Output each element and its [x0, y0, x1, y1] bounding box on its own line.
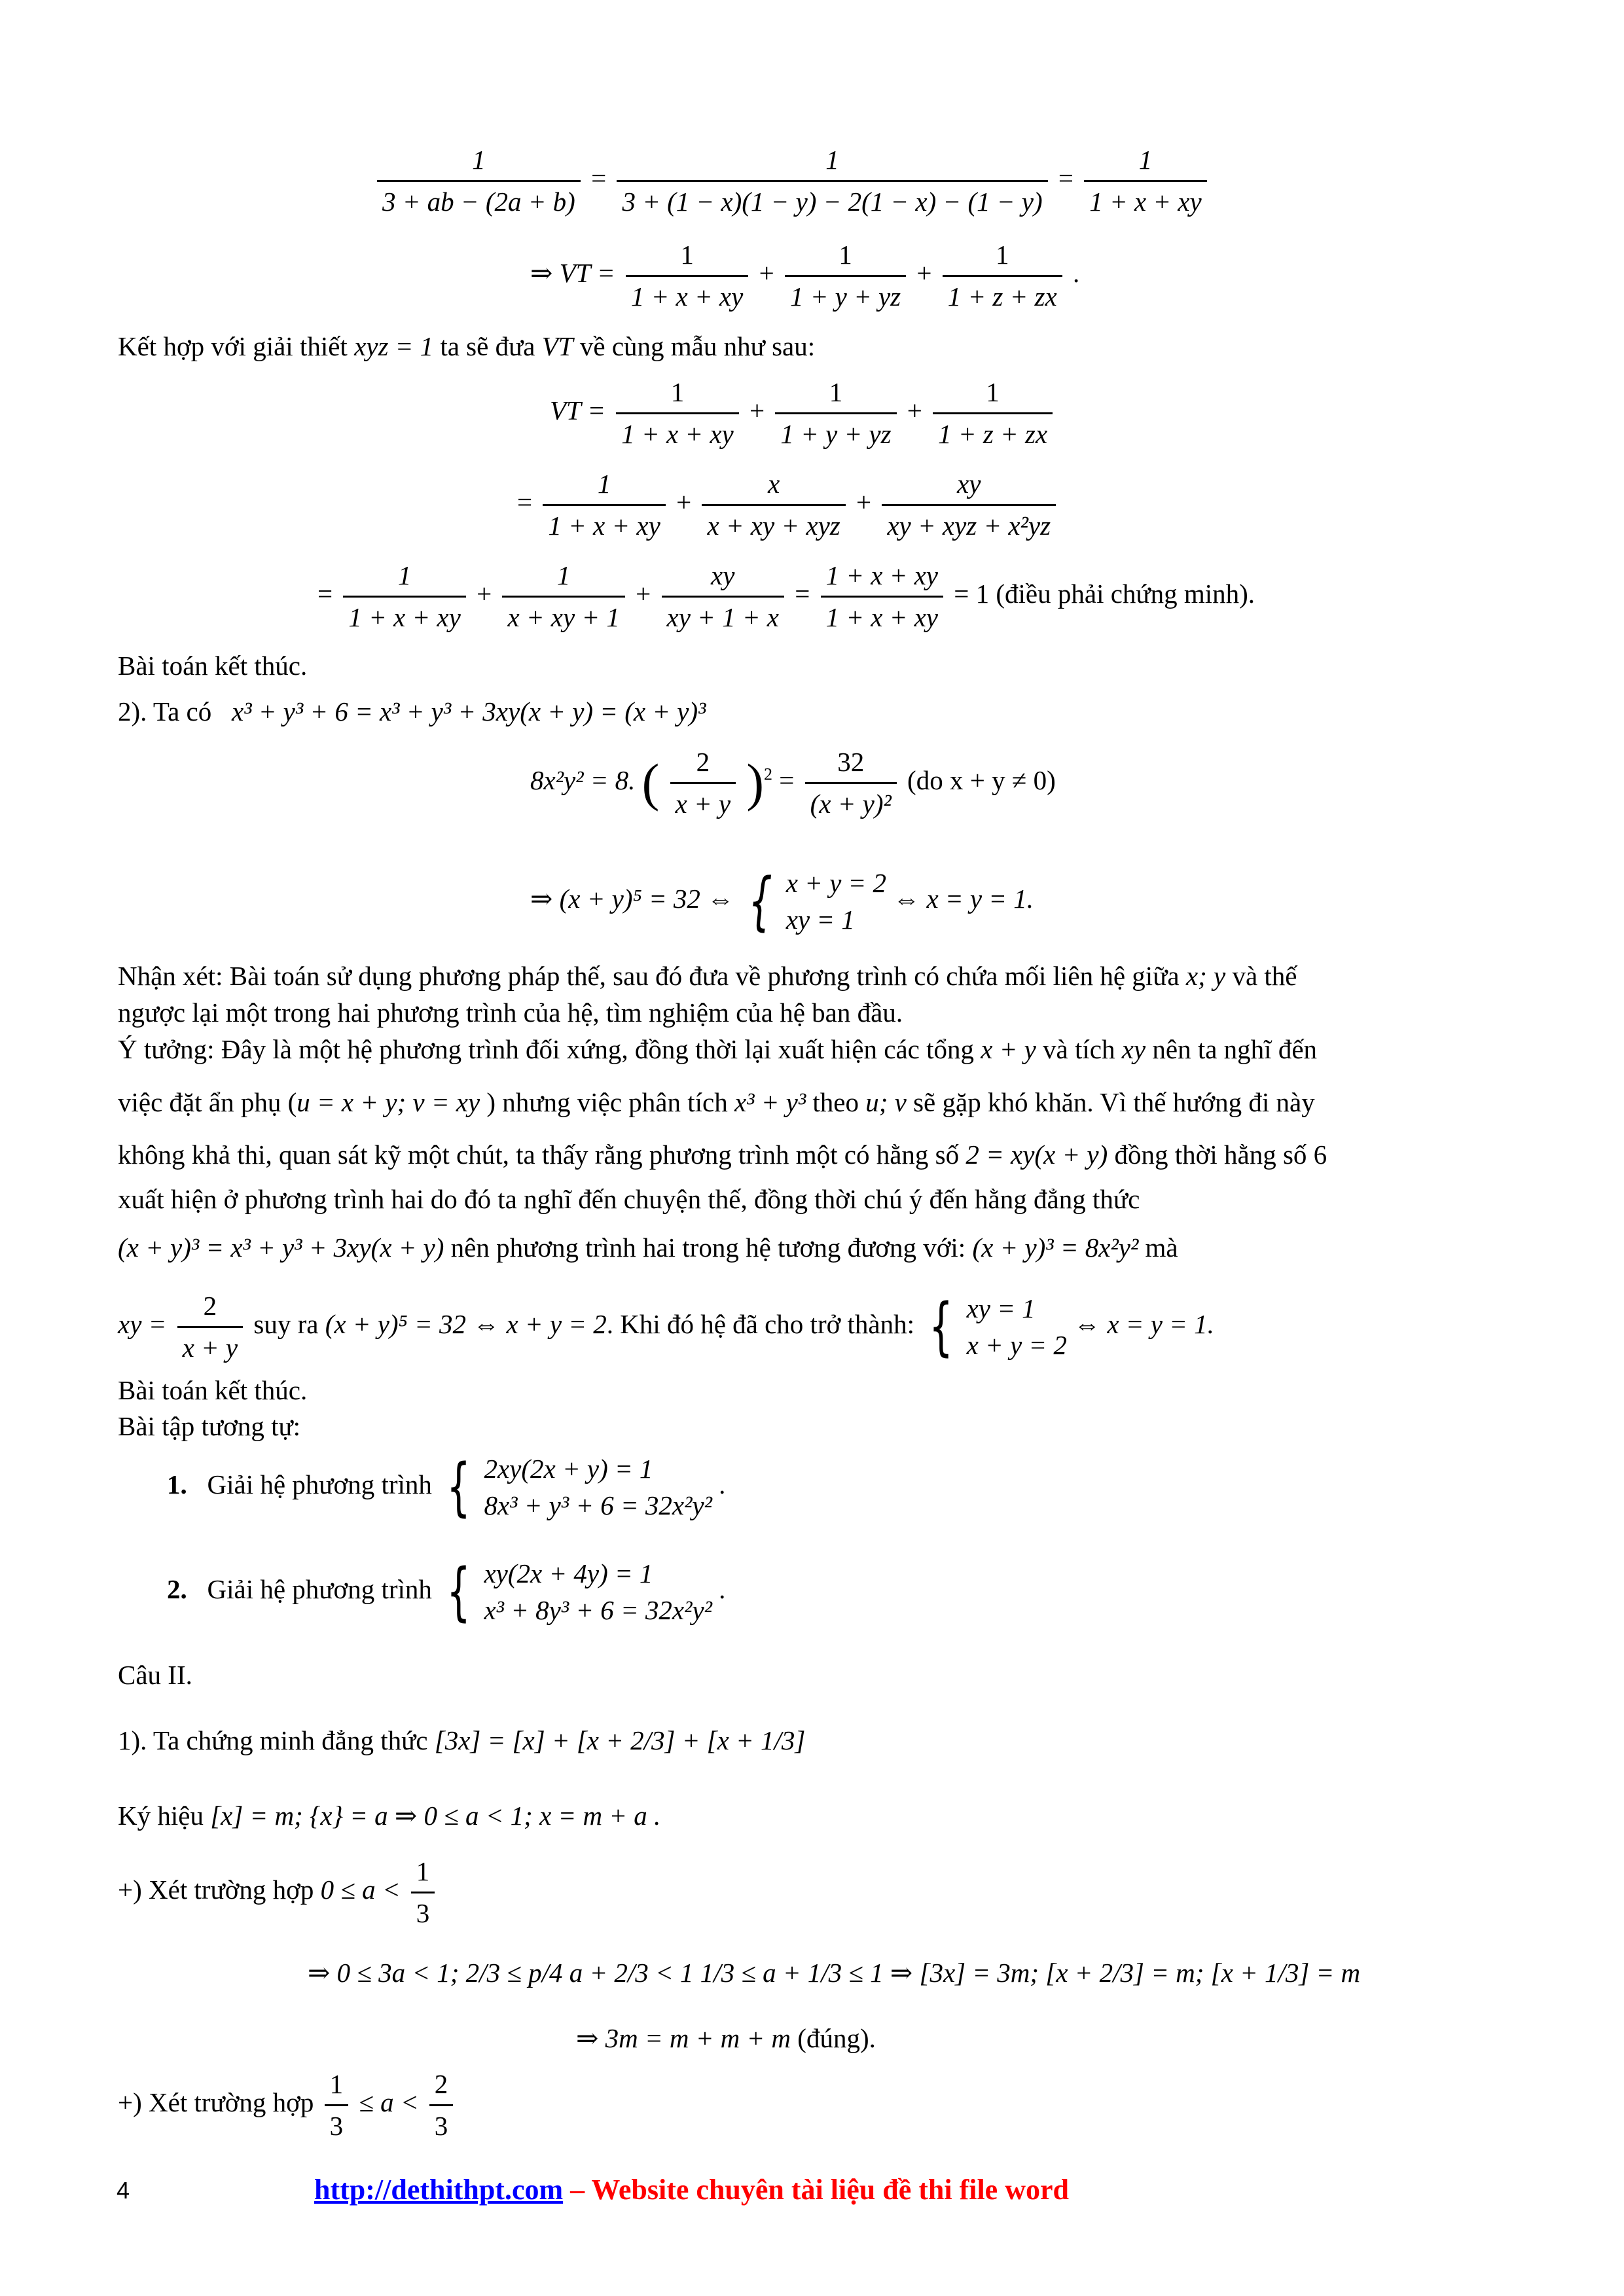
fraction: $\frac{1}{1 + x + xy}$ — [1084, 144, 1206, 218]
case-1-equation: ⇒ 0 ≤ 3a < 1; 2/3 ≤ p/4 a + 2/3 < 1 1/3 ≤ a + 1/3 ≤ 1 ⇒ [3x] = 3m; [x + 2/3] = m; [x + 1/3] = m — [308, 1958, 1361, 1988]
paragraph-chung-minh: 1). Ta chứng minh đẳng thức [3x] = [x] + [x + 2/3] + [x + 1/3] — [118, 1725, 806, 1755]
paragraph-ket-hop: Kết hợp với giải thiết xyz = 1 ta sẽ đưa VT về cùng mẫu như sau: — [118, 331, 816, 361]
paragraph-y-tuong-5: (x + y)³ = x³ + y³ + 3xy(x + y) nên phương trình hai trong hệ tương đương với: (x + y)³ = 8x²y² mà — [118, 1232, 1178, 1263]
paragraph-y-tuong-6: xy = $\frac{2}{x + y}$ suy ra (x + y)⁵ = 32 ⇔ x + y = 2. Khi đó hệ đã cho trở thành: { xy = 1 x + y = 2 ⇔ x = y = 1. — [118, 1290, 1214, 1363]
footer-link[interactable]: http://dethithpt.com — [314, 2174, 564, 2206]
footer — [314, 2173, 1069, 2208]
fraction: $\frac{1}{3 + (1 - x)(1 - y) - 2(1 - x) - (1 - y)}$ — [617, 144, 1047, 218]
page-number: 4 — [117, 2177, 130, 2204]
exercise-1: 1. Giải hệ phương trình { 2xy(2x + y) = 1 8x³ + y³ + 6 = 32x²y² . — [167, 1450, 726, 1524]
paragraph-y-tuong-4: xuất hiện ở phương trình hai do đó ta nghĩ đến chuyện thế, đồng thời chú ý đến hằng đẳng thức — [118, 1184, 1140, 1214]
footer-text: – Website chuyên tài liệu đề thi file word — [563, 2174, 1069, 2206]
paragraph-y-tuong-1: Ý tưởng: Đây là một hệ phương trình đối xứng, đồng thời lại xuất hiện các tổng x + y và tích xy nên ta nghĩ đến — [118, 1034, 1318, 1064]
paragraph-ky-hieu: Ký hiệu [x] = m; {x} = a ⇒ 0 ≤ a < 1; x = m + a . — [118, 1801, 661, 1831]
text-end-1: Bài toán kết thúc. — [118, 651, 308, 681]
equation-vt-4: = $\frac{1}{1 + x + xy}$ + $\frac{1}{x + xy + 1}$ + $\frac{xy}{xy + 1 + x}$ = $\frac{1 + x + xy}{1 + x + xy}$ = 1 (điều phải chứng minh). — [317, 560, 1255, 634]
case-1-header: +) Xét trường hợp 0 ≤ a < $\frac{1}{3}$ — [118, 1856, 439, 1929]
exercise-2: 2. Giải hệ phương trình { xy(2x + 4y) = 1 x³ + 8y³ + 6 = 32x²y² . — [167, 1555, 726, 1628]
case-1-result: ⇒ 3m = m + m + m (đúng). — [576, 2023, 876, 2053]
paragraph-y-tuong-2: việc đặt ẩn phụ (u = x + y; v = xy ) nhưng việc phân tích x³ + y³ theo u; v sẽ gặp khó khăn. Vì thế hướng đi này — [118, 1087, 1315, 1117]
paragraph-nhan-xet-1: Nhận xét: Bài toán sử dụng phương pháp thế, sau đó đưa về phương trình có chứa mối liên hệ giữa x; y và thế — [118, 961, 1297, 991]
equation-fractions-1: $\frac{1}{3 + ab - (2a + b)}$ = $\frac{1}{3 + (1 - x)(1 - y) - 2(1 - x) - (1 - y)}$ = $\frac{1}{1 + x + xy}$ — [373, 144, 1211, 218]
fraction: $\frac{1}{3 + ab - (2a + b)}$ — [377, 144, 581, 218]
paragraph-2: 2). Ta có x³ + y³ + 6 = x³ + y³ + 3xy(x + y) = (x + y)³ — [118, 696, 706, 726]
equation-vt-3: = $\frac{1}{1 + x + xy}$ + $\frac{x}{\text{x + xy + xyz}}$ + $\frac{xy}{\text{xy + xyz + x²yz}}$ — [517, 468, 1060, 542]
paragraph-nhan-xet-2: ngược lại một trong hai phương trình của hệ, tìm nghiệm của hệ ban đầu. — [118, 997, 903, 1028]
case-2-header: +) Xét trường hợp $\frac{1}{3}$ ≤ a < $\frac{2}{3}$ — [118, 2068, 457, 2142]
equation-vt-2: VT = $\frac{1}{1 + x + xy}$ + $\frac{1}{1 + y + yz}$ + $\frac{1}{1 + z + zx}$ — [550, 376, 1056, 450]
heading-cau-ii: Câu II. — [118, 1660, 192, 1690]
equation-8x2y2: 8x²y² = 8. ( $\frac{2}{x + y}$ )$^2$ = $\frac{32}{\text{(x + y)²}}$ (do x + y ≠ 0) — [530, 746, 1056, 820]
equation-system-1: ⇒ (x + y)⁵ = 32 ⇔ { x + y = 2 xy = 1 ⇔ x = y = 1. — [530, 865, 1034, 938]
text-end-2: Bài toán kết thúc. — [118, 1375, 308, 1405]
paragraph-y-tuong-3: không khả thi, quan sát kỹ một chút, ta thấy rằng phương trình một có hằng số 2 = xy(x + y) đồng thời hằng số 6 — [118, 1139, 1327, 1170]
equation-vt: ⇒ VT = $\frac{1}{1 + x + xy}$ + $\frac{1}{1 + y + yz}$ + $\frac{1}{1 + z + zx}$ . — [530, 239, 1079, 313]
text-bai-tap-title: Bài tập tương tự: — [118, 1411, 301, 1441]
